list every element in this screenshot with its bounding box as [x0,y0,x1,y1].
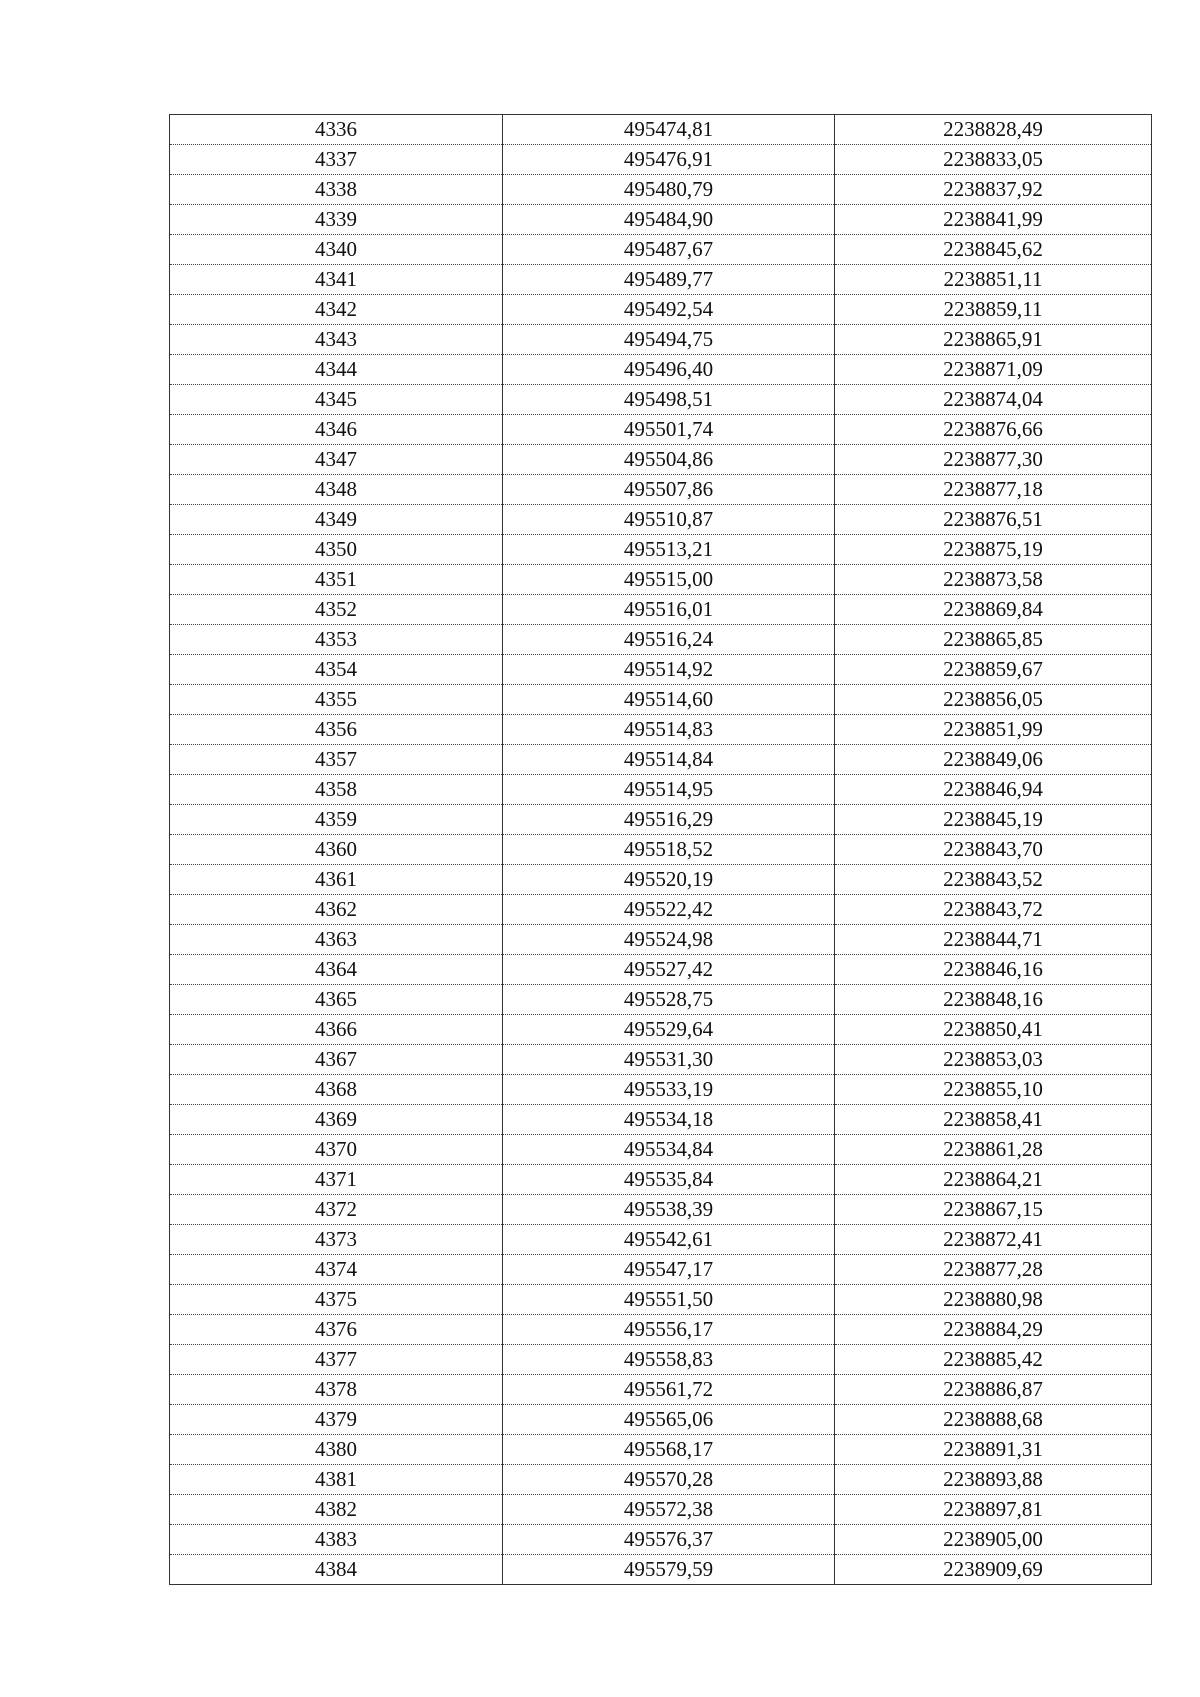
table-row [170,355,1152,385]
x-coordinate-cell: 495496,40 [503,355,835,385]
table-row [170,1135,1152,1165]
x-coordinate-cell: 495524,98 [503,925,835,955]
point-number-cell: 4368 [170,1075,503,1105]
y-coordinate-cell: 2238877,30 [835,445,1152,475]
point-number-cell: 4357 [170,745,503,775]
x-coordinate-cell: 495522,42 [503,895,835,925]
point-number-cell: 4377 [170,1345,503,1375]
y-coordinate-cell: 2238867,15 [835,1195,1152,1225]
x-coordinate-cell: 495480,79 [503,175,835,205]
table-row [170,1285,1152,1315]
point-number-cell: 4336 [170,115,503,145]
y-coordinate-cell: 2238846,94 [835,775,1152,805]
y-coordinate-cell: 2238855,10 [835,1075,1152,1105]
table-row [170,685,1152,715]
point-number-cell: 4369 [170,1105,503,1135]
table-row [170,445,1152,475]
point-number-cell: 4373 [170,1225,503,1255]
point-number-cell: 4342 [170,295,503,325]
table-row [170,1465,1152,1495]
y-coordinate-cell: 2238877,18 [835,475,1152,505]
x-coordinate-cell: 495561,72 [503,1375,835,1405]
y-coordinate-cell: 2238897,81 [835,1495,1152,1525]
table-row [170,505,1152,535]
table-row [170,625,1152,655]
y-coordinate-cell: 2238886,87 [835,1375,1152,1405]
table-row [170,955,1152,985]
y-coordinate-cell: 2238848,16 [835,985,1152,1015]
x-coordinate-cell: 495529,64 [503,1015,835,1045]
x-coordinate-cell: 495565,06 [503,1405,835,1435]
table-row [170,1165,1152,1195]
table-row [170,325,1152,355]
y-coordinate-cell: 2238888,68 [835,1405,1152,1435]
point-number-cell: 4383 [170,1525,503,1555]
y-coordinate-cell: 2238843,52 [835,865,1152,895]
y-coordinate-cell: 2238849,06 [835,745,1152,775]
x-coordinate-cell: 495501,74 [503,415,835,445]
table-row [170,265,1152,295]
x-coordinate-cell: 495487,67 [503,235,835,265]
point-number-cell: 4348 [170,475,503,505]
point-number-cell: 4378 [170,1375,503,1405]
x-coordinate-cell: 495474,81 [503,115,835,145]
point-number-cell: 4346 [170,415,503,445]
x-coordinate-cell: 495572,38 [503,1495,835,1525]
x-coordinate-cell: 495514,92 [503,655,835,685]
x-coordinate-cell: 495476,91 [503,145,835,175]
x-coordinate-cell: 495492,54 [503,295,835,325]
x-coordinate-cell: 495534,84 [503,1135,835,1165]
table-row [170,1555,1152,1585]
point-number-cell: 4352 [170,595,503,625]
x-coordinate-cell: 495510,87 [503,505,835,535]
x-coordinate-cell: 495514,84 [503,745,835,775]
y-coordinate-cell: 2238877,28 [835,1255,1152,1285]
point-number-cell: 4341 [170,265,503,295]
y-coordinate-cell: 2238833,05 [835,145,1152,175]
point-number-cell: 4364 [170,955,503,985]
y-coordinate-cell: 2238885,42 [835,1345,1152,1375]
y-coordinate-cell: 2238874,04 [835,385,1152,415]
table-row [170,475,1152,505]
y-coordinate-cell: 2238858,41 [835,1105,1152,1135]
x-coordinate-cell: 495527,42 [503,955,835,985]
y-coordinate-cell: 2238876,51 [835,505,1152,535]
y-coordinate-cell: 2238841,99 [835,205,1152,235]
table-row [170,1315,1152,1345]
y-coordinate-cell: 2238851,99 [835,715,1152,745]
y-coordinate-cell: 2238905,00 [835,1525,1152,1555]
table-row [170,1195,1152,1225]
y-coordinate-cell: 2238893,88 [835,1465,1152,1495]
y-coordinate-cell: 2238880,98 [835,1285,1152,1315]
point-number-cell: 4359 [170,805,503,835]
y-coordinate-cell: 2238884,29 [835,1315,1152,1345]
table-row [170,655,1152,685]
y-coordinate-cell: 2238844,71 [835,925,1152,955]
coordinates-table [169,114,1152,1585]
x-coordinate-cell: 495520,19 [503,865,835,895]
point-number-cell: 4354 [170,655,503,685]
point-number-cell: 4380 [170,1435,503,1465]
table-row [170,745,1152,775]
y-coordinate-cell: 2238909,69 [835,1555,1152,1585]
y-coordinate-cell: 2238859,11 [835,295,1152,325]
x-coordinate-cell: 495538,39 [503,1195,835,1225]
point-number-cell: 4358 [170,775,503,805]
x-coordinate-cell: 495542,61 [503,1225,835,1255]
point-number-cell: 4363 [170,925,503,955]
table-row [170,865,1152,895]
table-row [170,115,1152,145]
x-coordinate-cell: 495534,18 [503,1105,835,1135]
x-coordinate-cell: 495504,86 [503,445,835,475]
y-coordinate-cell: 2238861,28 [835,1135,1152,1165]
table-row [170,1525,1152,1555]
table-row [170,925,1152,955]
point-number-cell: 4360 [170,835,503,865]
y-coordinate-cell: 2238845,62 [835,235,1152,265]
y-coordinate-cell: 2238843,70 [835,835,1152,865]
y-coordinate-cell: 2238873,58 [835,565,1152,595]
table-row [170,1375,1152,1405]
y-coordinate-cell: 2238869,84 [835,595,1152,625]
table-row [170,1045,1152,1075]
table-row [170,175,1152,205]
table-body [170,115,1152,1585]
point-number-cell: 4353 [170,625,503,655]
table-row [170,1345,1152,1375]
point-number-cell: 4350 [170,535,503,565]
point-number-cell: 4349 [170,505,503,535]
y-coordinate-cell: 2238872,41 [835,1225,1152,1255]
x-coordinate-cell: 495518,52 [503,835,835,865]
table-row [170,1255,1152,1285]
y-coordinate-cell: 2238859,67 [835,655,1152,685]
x-coordinate-cell: 495514,83 [503,715,835,745]
point-number-cell: 4370 [170,1135,503,1165]
table-row [170,415,1152,445]
x-coordinate-cell: 495533,19 [503,1075,835,1105]
y-coordinate-cell: 2238853,03 [835,1045,1152,1075]
table-row [170,1015,1152,1045]
point-number-cell: 4375 [170,1285,503,1315]
table-row [170,565,1152,595]
table-row [170,805,1152,835]
y-coordinate-cell: 2238865,91 [835,325,1152,355]
table-row [170,1225,1152,1255]
x-coordinate-cell: 495516,29 [503,805,835,835]
point-number-cell: 4367 [170,1045,503,1075]
table-row [170,1405,1152,1435]
point-number-cell: 4339 [170,205,503,235]
x-coordinate-cell: 495558,83 [503,1345,835,1375]
x-coordinate-cell: 495484,90 [503,205,835,235]
x-coordinate-cell: 495489,77 [503,265,835,295]
table-row [170,595,1152,625]
point-number-cell: 4366 [170,1015,503,1045]
point-number-cell: 4372 [170,1195,503,1225]
table-row [170,775,1152,805]
table-row [170,535,1152,565]
table-row [170,895,1152,925]
table-row [170,715,1152,745]
point-number-cell: 4381 [170,1465,503,1495]
y-coordinate-cell: 2238846,16 [835,955,1152,985]
point-number-cell: 4338 [170,175,503,205]
table-row [170,1435,1152,1465]
table-row [170,1105,1152,1135]
table-row [170,205,1152,235]
table-row [170,145,1152,175]
x-coordinate-cell: 495531,30 [503,1045,835,1075]
x-coordinate-cell: 495494,75 [503,325,835,355]
table-row [170,295,1152,325]
point-number-cell: 4376 [170,1315,503,1345]
y-coordinate-cell: 2238850,41 [835,1015,1152,1045]
x-coordinate-cell: 495515,00 [503,565,835,595]
table-row [170,235,1152,265]
point-number-cell: 4345 [170,385,503,415]
table-row [170,1495,1152,1525]
x-coordinate-cell: 495514,95 [503,775,835,805]
x-coordinate-cell: 495498,51 [503,385,835,415]
x-coordinate-cell: 495547,17 [503,1255,835,1285]
x-coordinate-cell: 495513,21 [503,535,835,565]
x-coordinate-cell: 495579,59 [503,1555,835,1585]
x-coordinate-cell: 495570,28 [503,1465,835,1495]
y-coordinate-cell: 2238851,11 [835,265,1152,295]
x-coordinate-cell: 495576,37 [503,1525,835,1555]
table-row [170,1075,1152,1105]
y-coordinate-cell: 2238828,49 [835,115,1152,145]
point-number-cell: 4379 [170,1405,503,1435]
y-coordinate-cell: 2238891,31 [835,1435,1152,1465]
x-coordinate-cell: 495551,50 [503,1285,835,1315]
y-coordinate-cell: 2238837,92 [835,175,1152,205]
x-coordinate-cell: 495507,86 [503,475,835,505]
point-number-cell: 4356 [170,715,503,745]
table-row [170,985,1152,1015]
point-number-cell: 4384 [170,1555,503,1585]
point-number-cell: 4355 [170,685,503,715]
x-coordinate-cell: 495535,84 [503,1165,835,1195]
y-coordinate-cell: 2238876,66 [835,415,1152,445]
y-coordinate-cell: 2238843,72 [835,895,1152,925]
y-coordinate-cell: 2238856,05 [835,685,1152,715]
x-coordinate-cell: 495556,17 [503,1315,835,1345]
point-number-cell: 4344 [170,355,503,385]
point-number-cell: 4337 [170,145,503,175]
x-coordinate-cell: 495514,60 [503,685,835,715]
point-number-cell: 4347 [170,445,503,475]
point-number-cell: 4374 [170,1255,503,1285]
x-coordinate-cell: 495528,75 [503,985,835,1015]
point-number-cell: 4361 [170,865,503,895]
y-coordinate-cell: 2238871,09 [835,355,1152,385]
point-number-cell: 4382 [170,1495,503,1525]
point-number-cell: 4362 [170,895,503,925]
table-row [170,835,1152,865]
point-number-cell: 4351 [170,565,503,595]
y-coordinate-cell: 2238875,19 [835,535,1152,565]
x-coordinate-cell: 495516,24 [503,625,835,655]
y-coordinate-cell: 2238865,85 [835,625,1152,655]
point-number-cell: 4371 [170,1165,503,1195]
point-number-cell: 4340 [170,235,503,265]
table-row [170,385,1152,415]
point-number-cell: 4343 [170,325,503,355]
x-coordinate-cell: 495516,01 [503,595,835,625]
x-coordinate-cell: 495568,17 [503,1435,835,1465]
point-number-cell: 4365 [170,985,503,1015]
y-coordinate-cell: 2238845,19 [835,805,1152,835]
y-coordinate-cell: 2238864,21 [835,1165,1152,1195]
